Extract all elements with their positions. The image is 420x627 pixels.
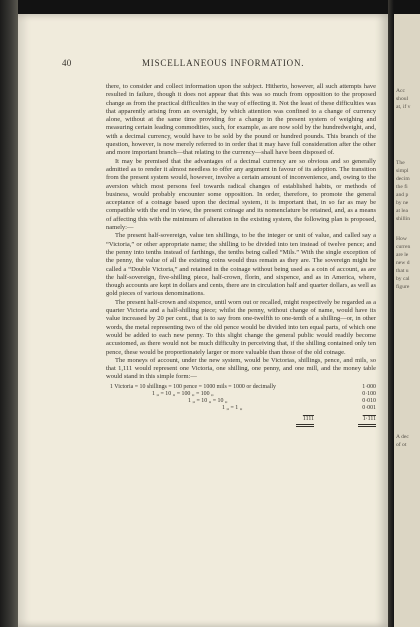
table-total-left — [106, 416, 340, 423]
double-rule-right — [340, 424, 376, 428]
table-row — [106, 384, 376, 391]
facing-page-fragment: by ne — [396, 200, 409, 206]
total-left-value: 1111 — [302, 415, 314, 422]
page-content — [44, 14, 388, 627]
facing-page-fragment: decim — [396, 176, 410, 182]
scanner-top-band — [0, 0, 420, 14]
facing-page-fragment: new d — [396, 260, 410, 266]
facing-page-fragment: shillin — [396, 216, 410, 222]
facing-page-fragment: that u — [396, 268, 409, 274]
table-row-value: 1·000 — [362, 383, 376, 390]
facing-page-fragment: figure — [396, 284, 410, 290]
facing-page-fragment: the fi — [396, 184, 408, 190]
facing-page-fragment: at lea — [396, 208, 408, 214]
table-row — [106, 405, 376, 412]
table-total-right: 1·111 — [362, 415, 376, 422]
facing-page-fragment: at, if v — [396, 104, 411, 110]
table-row-label: 1 „ = 1 „ — [222, 405, 243, 412]
body-text — [106, 83, 376, 427]
double-rule-left — [278, 424, 314, 428]
facing-page-fragment: and p — [396, 192, 409, 198]
paragraph: there, to consider and collect information upon the subject. Hitherto, however, all such attempts have resulted in failure, though it does not appear that this was so much from opposition to the proposed change as from the practical difficulties in the way of effecting it. Not the least of these difficulties was that apparently arising from an oversight, by which attention was confined to a change of currency alone, without at the same time providing for a change in the present system of weighing and measuring certain leading commodities, such, for example, as are now sold by the hundredweight, and, with a decimal currency, would have to be sold by the pound or hundred pounds. This branch of the question, however, is now merely referred to in order that it may have full consideration after the other and more important branch—that relating to the currency—shall have been disposed of. — [106, 83, 376, 157]
facing-page-fragment: of ot — [396, 442, 407, 448]
running-head — [44, 58, 380, 72]
facing-page-fragment: curren — [396, 244, 411, 250]
money-table — [106, 384, 376, 428]
facing-page-fragment: simpl — [396, 168, 409, 174]
facing-page-fragment: The — [396, 160, 405, 166]
facing-page-fragment: A dec — [396, 434, 409, 440]
table-row — [106, 398, 376, 405]
facing-page-fragment: How — [396, 236, 407, 242]
paragraph: It may be premised that the advantages of a decimal currency are so obvious and so generally admitted as to render it almost needless to offer any argument in favour of its adoption. The transition from the present system would, however, involve a certain amount of inconvenience, and, owing to the aversion which most persons feel towards radical changes of established habits, or methods of business, would probably encounter some opposition. In order, therefore, to promote the general acceptance of a coinage based upon the decimal system, it is important that, in so far as may be compatible with the end in view, the present coinage and its nomenclature be retained, and, as a means of affecting this with the minimum of alteration in the existing system, the following plan is proposed, namely:— — [106, 157, 376, 232]
paragraph: The moneys of account, under the new system, would be Victorias, shillings, pence, and mils, so that 1,111 would represent one Victoria, one shilling, one penny, and one mill, and the money table would stand in this simple form:— — [106, 356, 376, 381]
left-page — [18, 14, 388, 627]
facing-page-edge — [394, 14, 420, 627]
table-row-label: 1 „ = 10 „ = 10 „ — [188, 398, 228, 405]
table-total-row — [106, 416, 376, 423]
paragraph: The present half-sovereign, value ten shillings, to be the integer or unit of value, and called say a “Victoria,” or other appropriate name; the shilling to be divided into ten instead of twelve pence; and the penny into tenths instead of farthings, the tenths being called “Mils.” With the single exception of the penny, the value of all the existing coins would thus remain as they are. The sovereign might be called a “Double Victoria,” and retained in the coinage without being used as a coin of account, as are the half-sovereign, five-shilling piece, half-crown, florin, and sixpence, and as in America, where, though accounts are kept in dollars and cents, there are in circulation half and quarter dollars, as well as gold pieces of various denominations. — [106, 232, 376, 298]
table-row-label: 1 Victoria = 10 shillings = 100 pence = 1000 mils = 1000 or decimally — [110, 383, 276, 390]
running-head-title: MISCELLANEOUS INFORMATION. — [142, 58, 305, 68]
book-left-edge — [0, 0, 18, 627]
table-row-value: 0·100 — [362, 390, 376, 397]
table-row-label: 1 „ = 10 „ = 100 „ = 100 „ — [152, 390, 214, 397]
facing-page-fragment: Acc — [396, 88, 406, 94]
facing-page-fragment: shoul — [396, 96, 409, 102]
table-row — [106, 391, 376, 398]
facing-page-fragment: by cal — [396, 276, 410, 282]
double-rule — [106, 424, 376, 428]
facing-page-fragment: are le — [396, 252, 409, 258]
table-row-value: 0·010 — [362, 398, 376, 405]
paragraph: The present half-crown and sixpence, until worn out or recalled, might respectively be regarded as a quarter Victoria and a half-shilling piece; whilst the penny, without change of name, would have its value increased by 20 per cent., that is to say from one-twelfth to one-tenth of a shilling—or, in other words, the metal representing two of the old pence would be divided into ten equal parts, of which one would be added to each new penny. To this slight change the general public would readily become accustomed, as there would not be much difficulty in perceiving that, if the shilling contained only ten pence, these would be proportionately larger or more valuable than those of the old coinage. — [106, 298, 376, 356]
table-row-value: 0·001 — [362, 405, 376, 412]
page-number: 40 — [62, 58, 72, 68]
